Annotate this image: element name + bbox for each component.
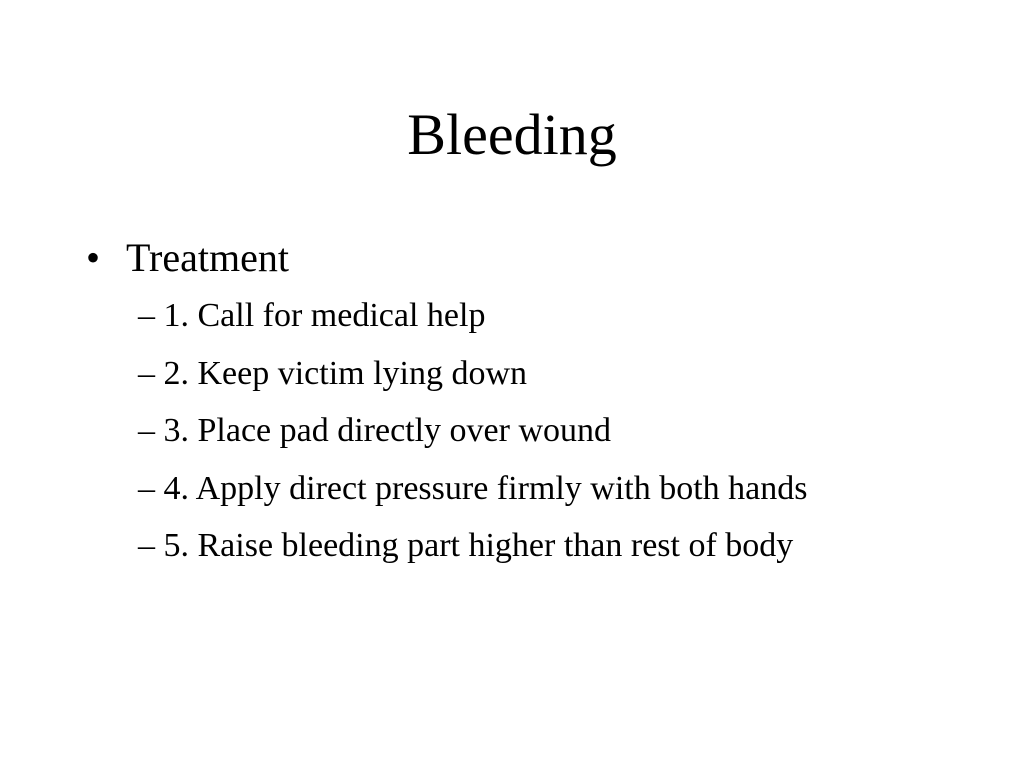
step-item-4: – 4. Apply direct pressure firmly with both hands	[138, 469, 808, 507]
bullet-marker: •	[86, 235, 101, 280]
step-item-1: – 1. Call for medical help	[138, 297, 486, 334]
step-item-2: – 2. Keep victim lying down	[138, 354, 528, 392]
slide-title: Bleeding	[407, 102, 617, 167]
bullet-treatment	[86, 234, 289, 282]
step-item-3: – 3. Place pad directly over wound	[138, 412, 612, 449]
treatment-steps-list	[138, 296, 808, 584]
step-item-5: – 5. Raise bleeding part higher than rest of body	[138, 527, 794, 564]
bullet-text: Treatment	[126, 235, 289, 280]
